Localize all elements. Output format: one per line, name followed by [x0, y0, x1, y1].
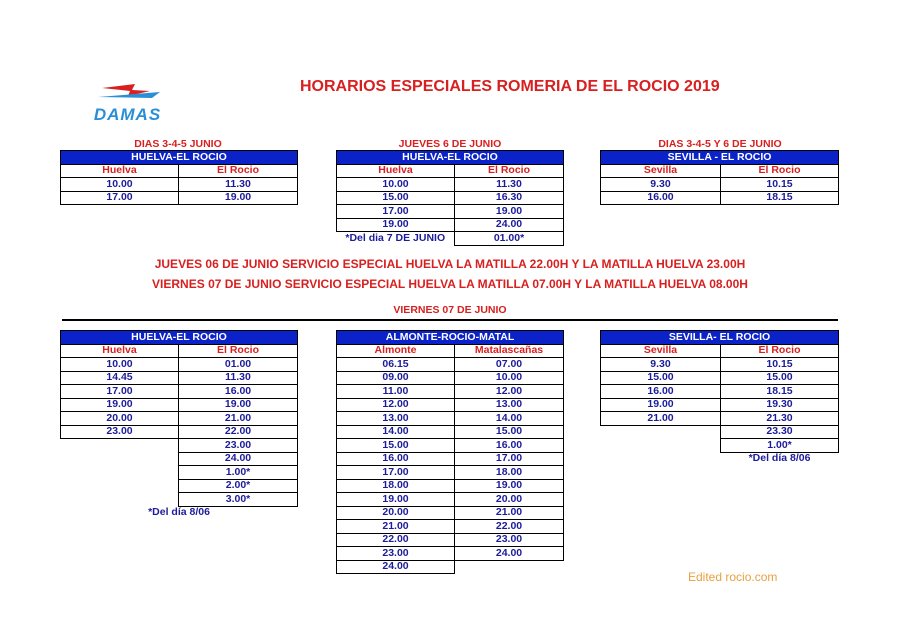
time-cell: 06.15 — [337, 358, 455, 372]
table-row — [337, 205, 564, 219]
time-cell: 07.00 — [455, 358, 564, 372]
time-cell: 19.00 — [179, 398, 298, 412]
time-cell: 19.00 — [337, 218, 455, 232]
table-row — [337, 560, 564, 574]
time-cell: 10.00 — [455, 371, 564, 385]
time-cell: 22.00 — [179, 425, 298, 439]
table-row — [61, 452, 298, 466]
empty-cell — [61, 479, 179, 493]
time-cell: 17.00 — [61, 385, 179, 399]
empty-cell — [61, 439, 179, 453]
time-cell: 2.00* — [179, 479, 298, 493]
table-row — [601, 452, 839, 465]
time-cell: 14.00 — [337, 425, 455, 439]
time-cell: 24.00 — [455, 218, 564, 232]
table-row — [337, 466, 564, 480]
table-row — [337, 452, 564, 466]
time-cell: 16.00 — [337, 452, 455, 466]
table-row — [61, 371, 298, 385]
time-cell: 19.00 — [61, 398, 179, 412]
time-cell: 19.00 — [337, 493, 455, 507]
time-cell: 16.00 — [601, 191, 721, 205]
table-row — [337, 385, 564, 399]
time-cell: 21.00 — [337, 520, 455, 534]
caption-top-left: DIAS 3-4-5 JUNIO — [134, 138, 222, 150]
time-cell: 11.30 — [179, 178, 298, 192]
column-header: El Rocio — [721, 344, 839, 358]
time-cell: 16.30 — [455, 191, 564, 205]
table-row — [337, 425, 564, 439]
time-cell: 19.00 — [455, 479, 564, 493]
time-cell: 9.30 — [601, 178, 721, 192]
time-cell: 16.00 — [179, 385, 298, 399]
time-cell: 21.00 — [601, 412, 721, 426]
time-cell: 24.00 — [455, 547, 564, 561]
note-label: *Del dia 7 DE JUNIO — [345, 232, 446, 244]
time-cell: 18.00 — [455, 466, 564, 480]
table-row — [337, 520, 564, 534]
time-cell: 15.00 — [337, 191, 455, 205]
time-cell: 17.00 — [337, 205, 455, 219]
table-top-right — [600, 150, 839, 205]
caption-top-right: DIAS 3-4-5 Y 6 DE JUNIO — [658, 138, 782, 150]
time-cell: 10.00 — [61, 358, 179, 372]
time-cell: 19.00 — [179, 191, 298, 205]
table-row — [601, 385, 839, 399]
time-cell: 20.00 — [337, 506, 455, 520]
notice-line: VIERNES 07 DE JUNIO SERVICIO ESPECIAL HUELVA LA MATILLA 07.00H Y LA MATILLA HUELVA 08.00H — [152, 277, 748, 291]
time-cell: 17.00 — [337, 466, 455, 480]
table-row — [61, 506, 298, 519]
time-cell: 16.00 — [601, 385, 721, 399]
time-cell: 01.00* — [455, 232, 564, 246]
time-cell: 15.00 — [721, 371, 839, 385]
time-cell: 10.00 — [61, 178, 179, 192]
page-title: HORARIOS ESPECIALES ROMERIA DE EL ROCIO 2019 — [300, 78, 720, 95]
time-cell: 18.00 — [337, 479, 455, 493]
table-row — [337, 358, 564, 372]
table-row — [601, 439, 839, 453]
table-row — [601, 425, 839, 439]
column-header: El Rocio — [721, 164, 839, 178]
time-cell: 13.00 — [455, 398, 564, 412]
time-cell: 15.00 — [455, 425, 564, 439]
time-cell: 01.00 — [179, 358, 298, 372]
time-cell: 23.30 — [721, 425, 839, 439]
route-header: HUELVA-EL ROCIO — [61, 331, 298, 345]
table-row — [61, 412, 298, 426]
table-top-mid — [336, 150, 564, 246]
table-row — [337, 479, 564, 493]
time-cell: 23.00 — [179, 439, 298, 453]
caption-bottom: VIERNES 07 DE JUNIO — [393, 304, 507, 316]
column-header: El Rocio — [179, 344, 298, 358]
column-header: Matalascañas — [455, 344, 564, 358]
caption-top-mid: JUEVES 6 DE JUNIO — [398, 138, 502, 150]
time-cell: 23.00 — [455, 533, 564, 547]
column-header: El Rocio — [455, 164, 564, 178]
table-bottom-right — [600, 330, 839, 465]
empty-cell — [601, 439, 721, 453]
time-cell: 19.00 — [601, 398, 721, 412]
time-cell: 9.30 — [601, 358, 721, 372]
time-cell: 21.30 — [721, 412, 839, 426]
empty-cell — [455, 560, 564, 574]
table-row — [61, 493, 298, 507]
time-cell: 09.00 — [337, 371, 455, 385]
route-header: SEVILLA- EL ROCIO — [601, 331, 839, 345]
column-header: Sevilla — [601, 164, 721, 178]
table-row — [601, 398, 839, 412]
time-cell: 12.00 — [337, 398, 455, 412]
table-row — [61, 466, 298, 480]
empty-cell — [61, 452, 179, 466]
footer-credit: Edited rocio.com — [688, 570, 778, 584]
time-cell: 18.15 — [721, 191, 839, 205]
time-cell: 14.45 — [61, 371, 179, 385]
table-row — [337, 371, 564, 385]
time-cell: 23.00 — [337, 547, 455, 561]
empty-cell — [61, 493, 179, 507]
empty-cell — [601, 425, 721, 439]
time-cell: 19.00 — [455, 205, 564, 219]
table-top-left — [60, 150, 298, 205]
time-cell: 1.00* — [721, 439, 839, 453]
time-cell: 14.00 — [455, 412, 564, 426]
time-cell: 21.00 — [179, 412, 298, 426]
table-row — [61, 191, 298, 205]
time-cell: 21.00 — [455, 506, 564, 520]
table-row — [337, 191, 564, 205]
column-header: El Rocio — [179, 164, 298, 178]
time-cell: 11.00 — [337, 385, 455, 399]
empty-cell — [601, 452, 721, 465]
column-header: Huelva — [61, 164, 179, 178]
time-cell: 19.30 — [721, 398, 839, 412]
time-cell: 10.15 — [721, 358, 839, 372]
route-header: ALMONTE-ROCIO-MATAL — [337, 331, 564, 345]
time-cell: 13.00 — [337, 412, 455, 426]
logo-text: DAMAS — [93, 105, 162, 124]
divider — [62, 319, 838, 321]
time-cell: 22.00 — [337, 533, 455, 547]
column-header: Almonte — [337, 344, 455, 358]
time-cell: 11.30 — [455, 178, 564, 192]
table-row — [337, 398, 564, 412]
time-cell: 17.00 — [455, 452, 564, 466]
time-cell: 10.15 — [721, 178, 839, 192]
notice-line: JUEVES 06 DE JUNIO SERVICIO ESPECIAL HUELVA LA MATILLA 22.00H Y LA MATILLA HUELVA 23.00H — [154, 257, 746, 271]
table-row — [337, 506, 564, 520]
time-cell: 24.00 — [179, 452, 298, 466]
table-row — [337, 439, 564, 453]
table-row — [337, 218, 564, 232]
time-cell: 22.00 — [455, 520, 564, 534]
table-row — [337, 533, 564, 547]
time-cell: 16.00 — [455, 439, 564, 453]
table-row — [601, 371, 839, 385]
footnote: *Del día 8/06 — [148, 506, 210, 519]
time-cell: 23.00 — [61, 425, 179, 439]
table-row — [61, 479, 298, 493]
table-row — [61, 439, 298, 453]
time-cell: 3.00* — [179, 493, 298, 507]
table-row — [337, 232, 564, 246]
time-cell: 20.00 — [61, 412, 179, 426]
time-cell: 20.00 — [455, 493, 564, 507]
column-header: Huelva — [337, 164, 455, 178]
route-header: HUELVA-EL ROCIO — [337, 151, 564, 165]
table-row — [601, 178, 839, 192]
table-bottom-mid — [336, 330, 564, 574]
table-row — [601, 191, 839, 205]
time-cell: 11.30 — [179, 371, 298, 385]
time-cell: 18.15 — [721, 385, 839, 399]
time-cell: 17.00 — [61, 191, 179, 205]
time-cell: 15.00 — [601, 371, 721, 385]
table-row — [61, 358, 298, 372]
footnote: *Del día 8/06 — [748, 452, 811, 465]
column-header: Sevilla — [601, 344, 721, 358]
time-cell: 15.00 — [337, 439, 455, 453]
table-row — [61, 425, 298, 439]
damas-logo — [80, 78, 175, 128]
table-row — [601, 358, 839, 372]
table-row — [337, 178, 564, 192]
table-row — [337, 412, 564, 426]
table-row — [61, 178, 298, 192]
table-row — [337, 547, 564, 561]
route-header: SEVILLA - EL ROCIO — [601, 151, 839, 165]
table-row — [337, 493, 564, 507]
column-header: Huelva — [61, 344, 179, 358]
logo-arrow-icon — [80, 78, 175, 108]
table-row — [61, 385, 298, 399]
time-cell: 10.00 — [337, 178, 455, 192]
empty-cell — [61, 466, 179, 480]
time-cell: 24.00 — [337, 560, 455, 574]
time-cell: 1.00* — [179, 466, 298, 480]
time-cell: 12.00 — [455, 385, 564, 399]
table-row — [601, 412, 839, 426]
table-row — [61, 398, 298, 412]
table-bottom-left — [60, 330, 298, 519]
route-header: HUELVA-EL ROCIO — [61, 151, 298, 165]
